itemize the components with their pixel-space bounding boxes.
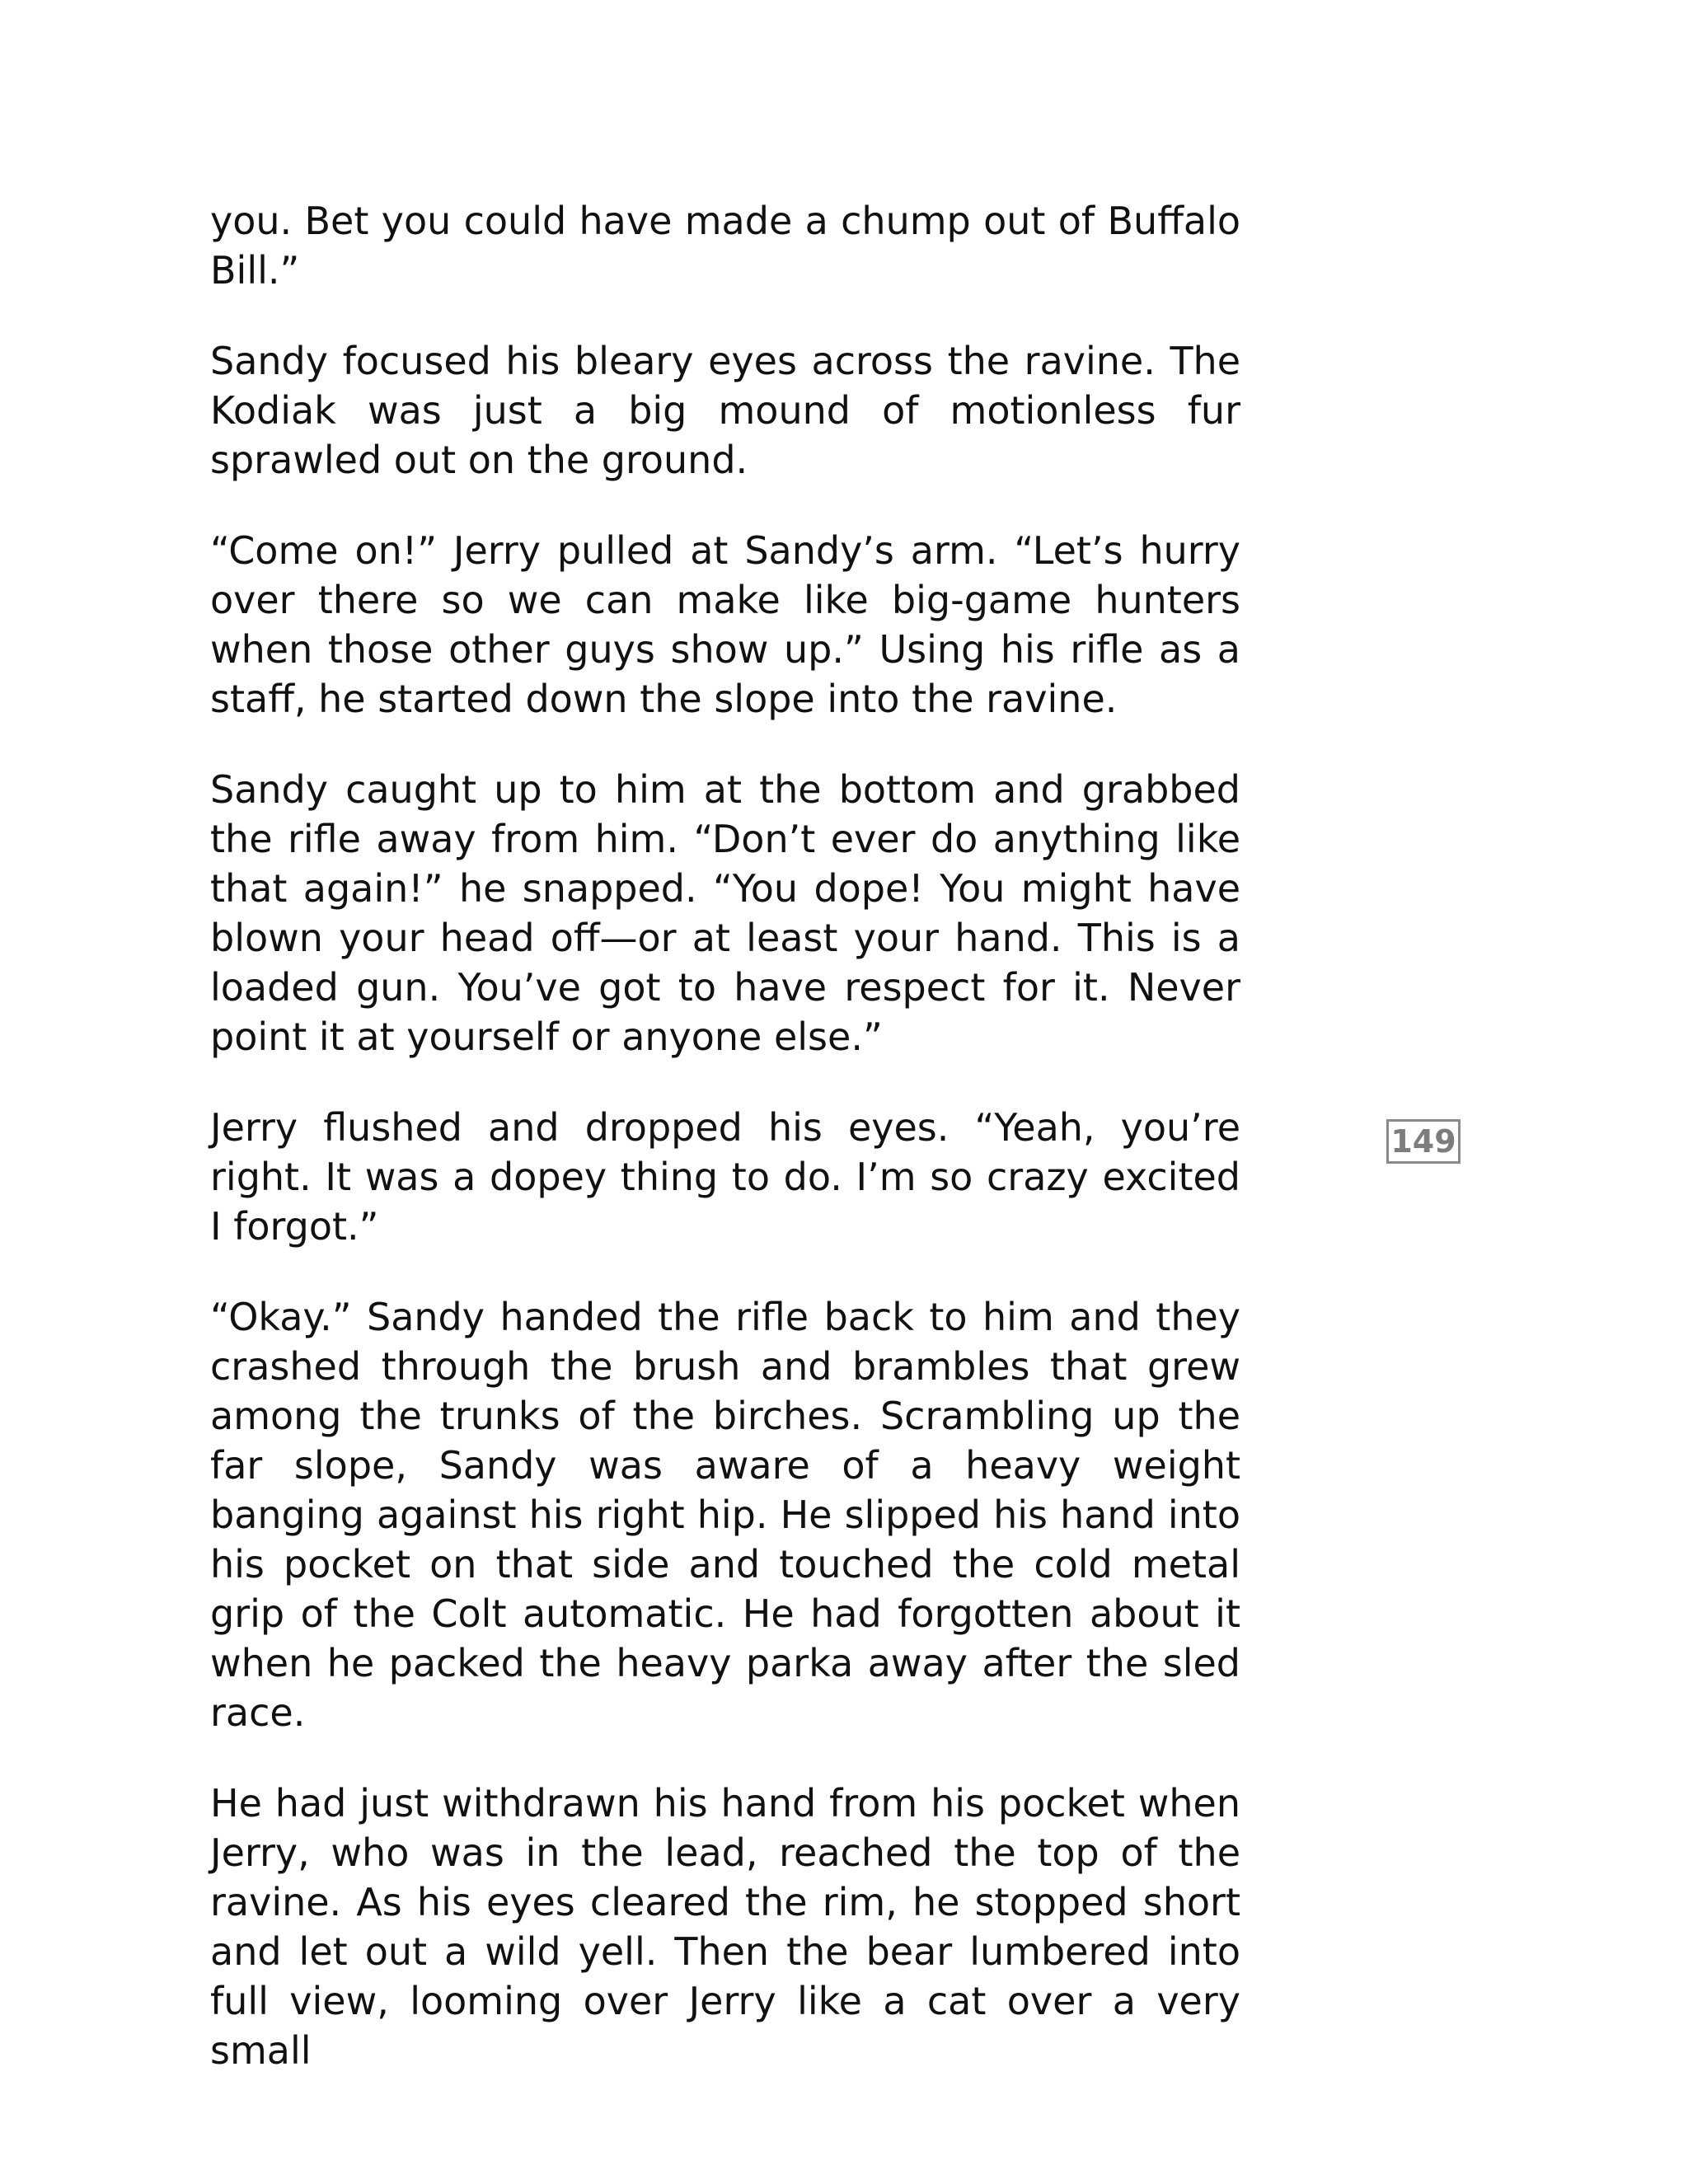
paragraph-2: Sandy focused his bleary eyes across the ravine. The Kodiak was just a big mound of motionless fur sprawled out on the ground. bbox=[210, 339, 1240, 482]
paragraph-6: “Okay.” Sandy handed the rifle back to him and they crashed through the brush and brambles that grew among the trunks of the birches. Scrambling up the far slope, Sandy was aware of a heavy weight banging against his right hip. He slipped his hand into his pocket on that side and touched the cold metal grip of the Colt automatic. He had forgotten about it when he packed the heavy parka away after the sled race. bbox=[210, 1295, 1240, 1735]
body-text bbox=[210, 196, 1240, 2075]
page-number: 149 bbox=[1386, 1119, 1461, 1164]
paragraph-7: He had just withdrawn his hand from his pocket when Jerry, who was in the lead, reached the top of the ravine. As his eyes cleared the rim, he stopped short and let out a wild yell. Then the bear lumbered into full view, looming over Jerry like a cat over a very small bbox=[210, 1781, 1240, 2073]
paragraph-3: “Come on!” Jerry pulled at Sandy’s arm. “Let’s hurry over there so we can make like big-game hunters when those other guys show up.” Using his rifle as a staff, he started down the slope into the ravine. bbox=[210, 528, 1240, 721]
paragraph-1: you. Bet you could have made a chump out of Buffalo Bill.” bbox=[210, 199, 1240, 293]
paragraph-5: Jerry flushed and dropped his eyes. “Yeah, you’re right. It was a dopey thing to do. I’m so crazy excited I forgot.” bbox=[210, 1105, 1240, 1249]
paragraph-4: Sandy caught up to him at the bottom and grabbed the rifle away from him. “Don’t ever do anything like that again!” he snapped. “You dope! You might have blown your head off—or at least your hand. This is a loaded gun. You’ve got to have respect for it. Never point it at yourself or anyone else.” bbox=[210, 767, 1240, 1059]
